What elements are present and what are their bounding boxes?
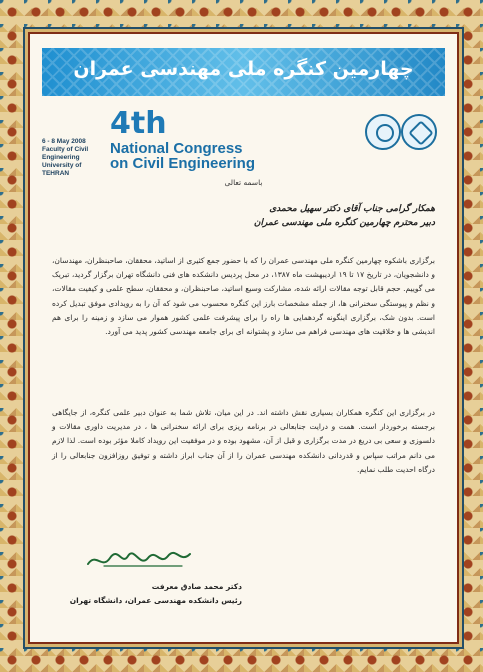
certificate-panel xyxy=(28,32,459,644)
faculty-emblem-icon xyxy=(401,114,437,150)
event-dates: 6 - 8 May 2008 xyxy=(42,138,86,145)
addressee-line-2: دبیر محترم چهارمین کنگره ملی مهندسی عمران xyxy=(253,218,435,228)
university-logos xyxy=(367,114,437,156)
congress-header xyxy=(42,102,445,177)
congress-name-line1: National Congress xyxy=(110,140,243,157)
congress-name-line2: on Civil Engineering xyxy=(110,155,256,172)
letter-paragraph-1: برگزاری باشکوه چهارمین کنگره ملی مهندسی عمران را که با حضور جمع کثیری از اساتید، محققان، صاحبنظران، مهندسان، و دانشجویان، در تاریخ ۱۷ تا ۱۹ اردیبهشت ماه ۱۳۸۷، در محل پردیس دانشکده های فنی دانشگاه تهران برگزار گردید، تبریک می گوییم. حجم قابل توجه مقالات ارائه شده، مشارکت وسیع اساتید، صاحبنظران، و محققان، سطح علمی و کیفیت مقالات، و نظم و پیوستگی سخنرانی ها، از جمله مشخصات بارز این کنگره محسوب می شود که آن را به رویدادی موفق تبدیل کرده است. بدون شک، برگزاری اینگونه گردهمایی ها راه را برای پیشرفت علمی کشور هموار می سازد و زمینه را برای هم اندیشی ها و خلاقیت های مهندسی فراهم می سازد و پشتوانه ای برای جامعه مهندسی کشور پدید می آورد. xyxy=(52,256,436,337)
letter-paragraph-2: در برگزاری این کنگره همکاران بسیاری نقش داشته اند. در این میان، تلاش شما به عنوان دبیر علمی کنگره، از جایگاهی برجسته برخوردار است. همت و درایت جنابعالی در برنامه ریزی برای ارائه سخنرانی ها ، در مدیریت داوری مقالات و دلسوزی و سعی بی دریغ در مدت برگزاری و قبل از آن، مشهود بوده و در موفقیت این رویداد کاملا مؤثر بوده است. لذا لازم می دانم مراتب سپاس و قدردانی دانشکده مهندسی عمران را از آن جناب ابراز داشته و توفیق روزافزون جنابعالی را از درگاه احدیت طلب نمایم. xyxy=(52,408,435,474)
event-university: University of TEHRAN xyxy=(42,162,82,177)
salutation: باسمه تعالی xyxy=(224,178,263,187)
addressee-line-1: همکار گرامی جناب آقای دکتر سهیل محمدی xyxy=(269,204,435,214)
signer-name: دکتر محمد صادق معرفت xyxy=(151,582,242,591)
event-info xyxy=(42,138,108,178)
signer-title: رئیس دانشکده مهندسی عمران، دانشگاه تهران xyxy=(69,596,242,605)
university-emblem-icon xyxy=(365,114,401,150)
banner-title: چهارمین کنگره ملی مهندسی عمران xyxy=(73,58,414,80)
congress-logo-block xyxy=(42,102,342,177)
addressee xyxy=(52,202,435,230)
event-faculty: Faculty of Civil Engineering xyxy=(42,146,89,161)
signer-block xyxy=(52,580,242,608)
congress-ordinal: 4th xyxy=(110,106,167,141)
handwritten-signature xyxy=(84,546,194,572)
congress-banner xyxy=(42,48,445,96)
